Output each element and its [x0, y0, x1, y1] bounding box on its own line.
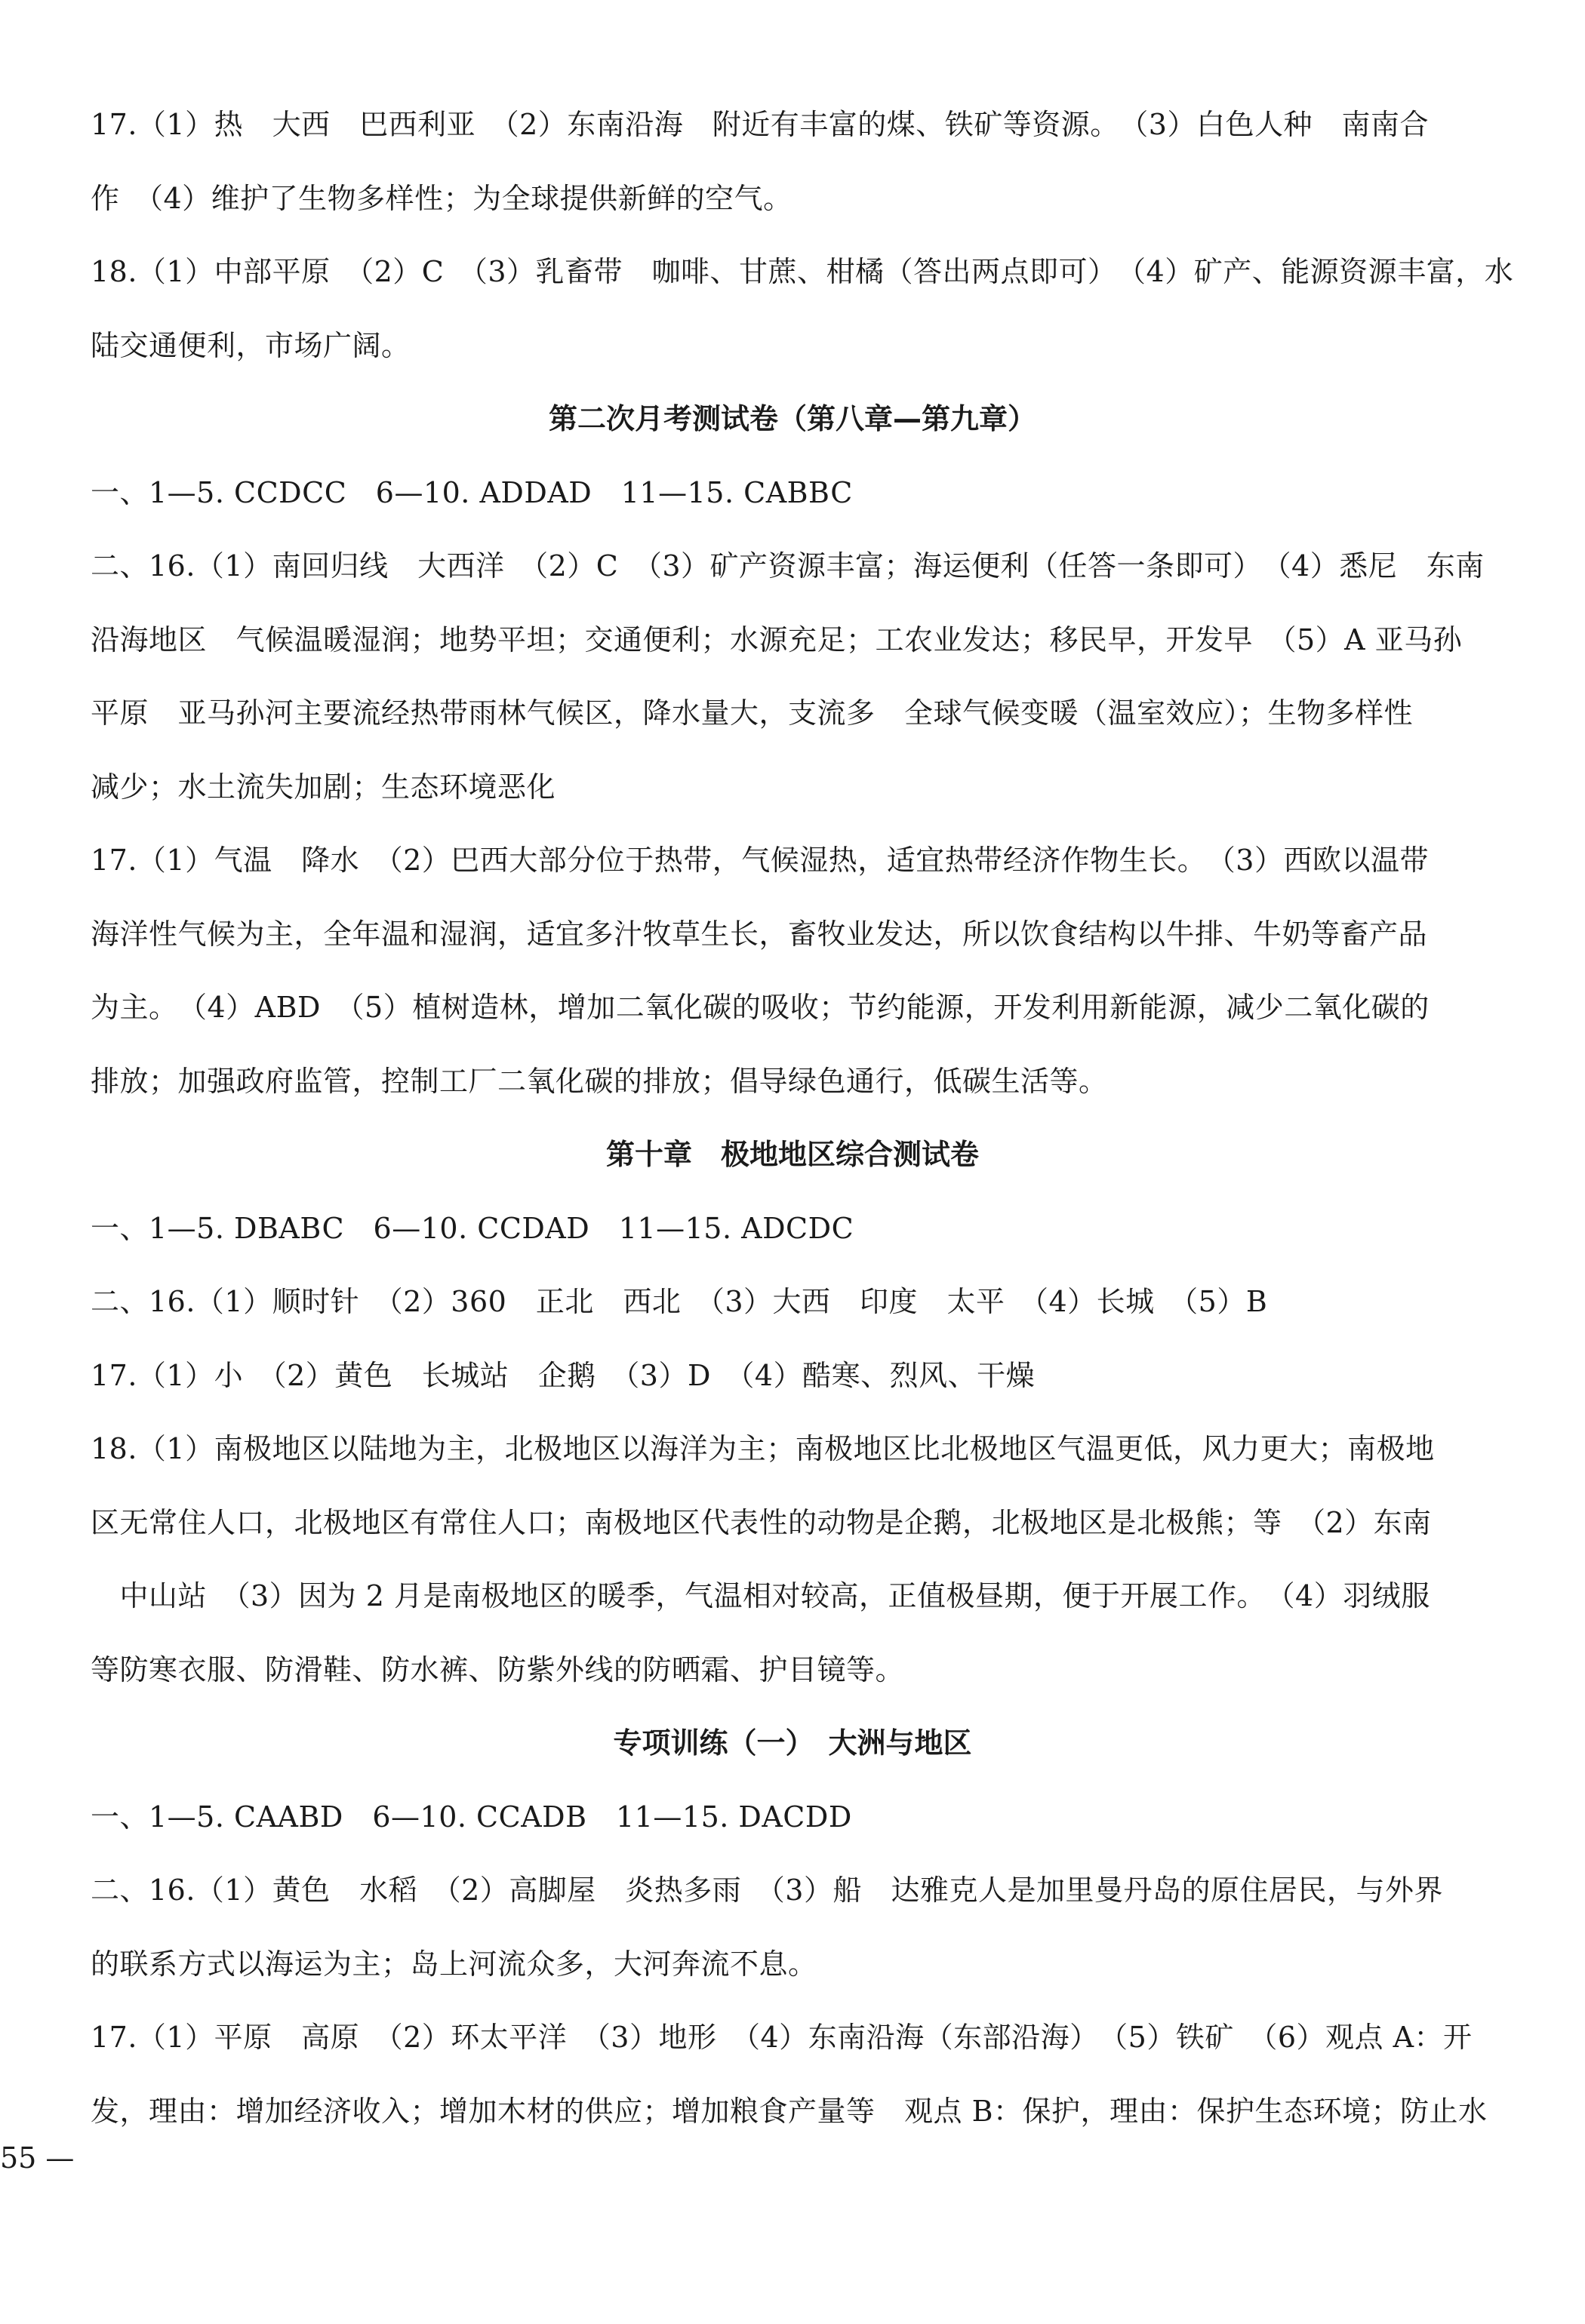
answer-line: 一、1—5. CAABD 6—10. CCADB 11—15. DACDD [91, 1800, 852, 1834]
section-heading: 第十章 极地地区综合测试卷 [605, 1138, 979, 1171]
answer-line: 17.（1）平原 高原 （2）环太平洋 （3）地形 （4）东南沿海（东部沿海） （5）铁矿 （6）观点 A：开 [91, 2021, 1473, 2054]
answer-line: 中山站 （3）因为 2 月是南极地区的暖季，气温相对较高，正值极昼期，便于开展工作。 （4）羽绒服 [91, 1579, 1430, 1612]
section-heading: 第二次月考测试卷（第八章—第九章） [548, 402, 1036, 435]
answer-line: 区无常住人口，北极地区有常住人口；南极地区代表性的动物是企鹅，北极地区是北极熊；等 （2）东南 [91, 1506, 1432, 1539]
answer-line: 为主。 （4）ABD （5）植树造林，增加二氧化碳的吸收；节约能源，开发利用新能源，减少二氧化碳的 [91, 991, 1430, 1024]
answer-line: 的联系方式以海运为主；岛上河流众多，大河奔流不息。 [91, 1947, 817, 1981]
answer-line: 发，理由：增加经济收入；增加木材的供应；增加粮食产量等 观点 B：保护，理由：保护生态环境；防止水 [91, 2095, 1488, 2128]
answer-line: 二、16.（1）南回归线 大西洋 （2）C （3）矿产资源丰富；海运便利（任答一条即可） （4）悉尼 东南 [91, 549, 1485, 583]
answer-line: 二、16.（1）顺时针 （2）360 正北 西北 （3）大西 印度 太平 （4）长城 （5）B [91, 1285, 1268, 1318]
answer-line: 17.（1）气温 降水 （2）巴西大部分位于热带，气候湿热，适宜热带经济作物生长。 （3）西欧以温带 [91, 844, 1429, 877]
answer-line: 17.（1）小 （2）黄色 长城站 企鹅 （3）D （4）酷寒、烈风、干燥 [91, 1359, 1036, 1392]
answer-line: 陆交通便利，市场广阔。 [91, 329, 411, 362]
answer-line: 排放；加强政府监管，控制工厂二氧化碳的排放；倡导绿色通行，低碳生活等。 [91, 1065, 1108, 1098]
answer-line: 一、1—5. CCDCC 6—10. ADDAD 11—15. CABBC [91, 476, 853, 509]
answer-line: 减少；水土流失加剧；生态环境恶化 [91, 770, 556, 804]
answer-line: 平原 亚马孙河主要流经热带雨林气候区，降水量大，支流多 全球气候变暖（温室效应）；生物多样性 [91, 696, 1414, 730]
answer-line: 等防寒衣服、防滑鞋、防水裤、防紫外线的防晒霜、护目镜等。 [91, 1653, 905, 1686]
answer-line: 海洋性气候为主，全年温和湿润，适宜多汁牧草生长，畜牧业发达，所以饮食结构以牛排、牛奶等畜产品 [91, 918, 1428, 951]
answer-line: 一、1—5. DBABC 6—10. CCDAD 11—15. ADCDC [91, 1212, 854, 1245]
answer-line: 18.（1）南极地区以陆地为主，北极地区以海洋为主；南极地区比北极地区气温更低，风力更大；南极地 [91, 1432, 1435, 1465]
answer-line: 17.（1）热 大西 巴西利亚 （2）东南沿海 附近有丰富的煤、铁矿等资源。 （3）白色人种 南南合 [91, 108, 1429, 141]
section-heading: 专项训练（一） 大洲与地区 [613, 1726, 972, 1760]
answer-line: 18.（1）中部平原 （2）C （3）乳畜带 咖啡、甘蔗、柑橘（答出两点即可） （4）矿产、能源资源丰富，水 [91, 255, 1514, 288]
answer-line: 沿海地区 气候温暖湿润；地势平坦；交通便利；水源充足；工农业发达；移民早，开发早 （5）A 亚马孙 [91, 623, 1463, 656]
answer-line: 作 （4）维护了生物多样性；为全球提供新鲜的空气。 [91, 182, 792, 215]
page-number: 55 — [0, 2141, 75, 2175]
answer-line: 二、16.（1）黄色 水稻 （2）高脚屋 炎热多雨 （3）船 达雅克人是加里曼丹岛的原住居民，与外界 [91, 1874, 1443, 1907]
